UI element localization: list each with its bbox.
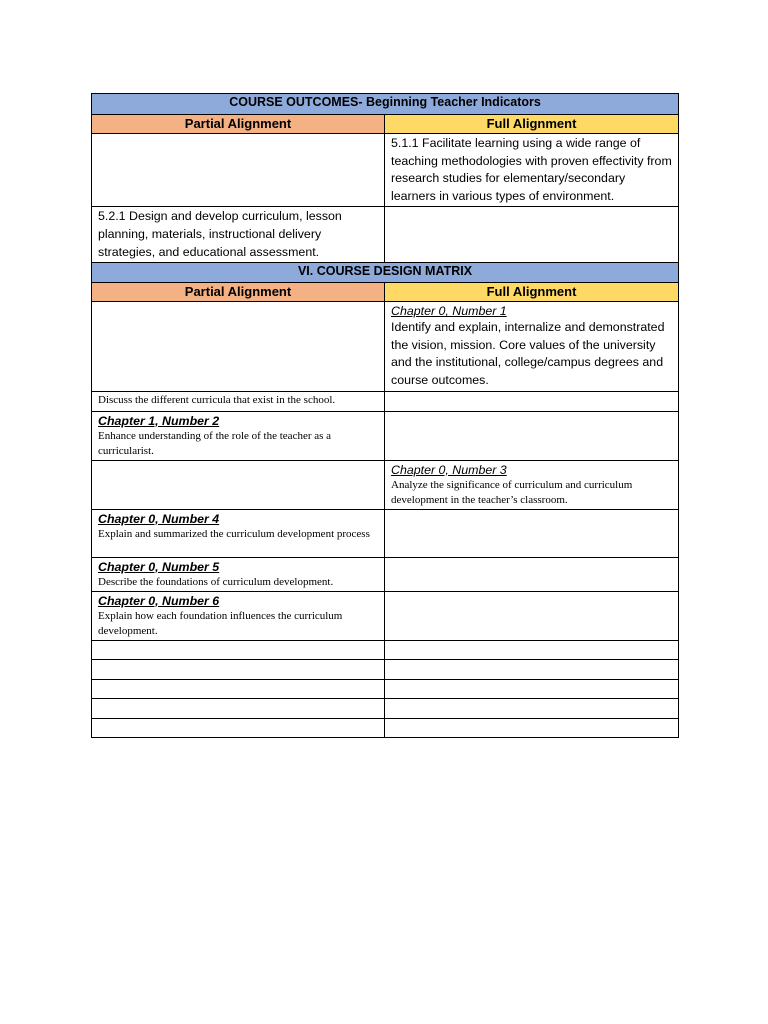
partial-cell [92, 679, 385, 698]
partial-cell [92, 302, 385, 391]
empty-row [92, 679, 679, 698]
partial-cell [92, 509, 385, 557]
partial-cell [92, 411, 385, 460]
outcome-text: Analyze the significance of curriculum and curriculum development in the teacher’s classroom. [391, 478, 633, 506]
partial-alignment-header: Partial Alignment [92, 115, 385, 134]
outcome-text: Explain and summarized the curriculum development process [98, 527, 370, 540]
alignment-table [91, 93, 679, 738]
full-alignment-header: Full Alignment [385, 283, 679, 302]
chapter-reference: Chapter 0, Number 5 [98, 559, 220, 574]
partial-alignment-header: Partial Alignment [92, 283, 385, 302]
full-cell [385, 509, 679, 557]
full-cell [385, 698, 679, 718]
partial-cell [92, 557, 385, 591]
outcome-text: Describe the foundations of curriculum development. [98, 575, 334, 588]
partial-cell [92, 134, 385, 207]
course-outcome-row [92, 134, 679, 207]
chapter-reference: Chapter 0, Number 4 [98, 511, 220, 526]
partial-cell: Discuss the different curricula that exist in the school. [92, 391, 385, 411]
outcome-text: Enhance understanding of the role of the teacher as a curricularist. [98, 429, 332, 457]
course-outcomes-header-row [92, 115, 679, 134]
matrix-row [92, 411, 679, 460]
course-outcomes-title: COURSE OUTCOMES- Beginning Teacher Indicators [92, 94, 679, 115]
partial-cell [92, 591, 385, 640]
partial-cell [92, 698, 385, 718]
full-cell [385, 207, 679, 263]
matrix-row [92, 509, 679, 557]
chapter-reference: Chapter 0, Number 1 [391, 304, 507, 319]
full-cell [385, 391, 679, 411]
chapter-reference: Chapter 1, Number 2 [98, 413, 220, 428]
full-cell [385, 718, 679, 737]
full-alignment-header: Full Alignment [385, 115, 679, 134]
empty-row [92, 718, 679, 737]
chapter-reference: Chapter 0, Number 3 [391, 462, 507, 477]
matrix-row [92, 591, 679, 640]
full-cell [385, 591, 679, 640]
outcome-text: Identify and explain, internalize and demonstrated the vision, mission. Core values of the university and the institutional, college/campus degrees and course outcomes. [391, 320, 665, 387]
chapter-reference: Chapter 0, Number 6 [98, 593, 220, 608]
design-matrix-header-row [92, 283, 679, 302]
matrix-row [92, 302, 679, 391]
empty-row [92, 698, 679, 718]
partial-cell [92, 640, 385, 659]
partial-cell [92, 460, 385, 509]
matrix-row [92, 391, 679, 411]
full-cell [385, 302, 679, 391]
matrix-row [92, 460, 679, 509]
course-outcome-row [92, 207, 679, 263]
empty-row [92, 659, 679, 679]
course-outcomes-title-row [92, 94, 679, 115]
outcome-text: Explain how each foundation influences the curriculum development. [98, 609, 343, 637]
matrix-row [92, 557, 679, 591]
full-cell [385, 557, 679, 591]
partial-cell [92, 659, 385, 679]
full-cell [385, 659, 679, 679]
design-matrix-title: VI. COURSE DESIGN MATRIX [92, 263, 679, 283]
full-cell [385, 679, 679, 698]
full-cell [385, 640, 679, 659]
partial-cell: 5.2.1 Design and develop curriculum, lesson planning, materials, instructional delivery strategies, and educational assessment. [92, 207, 385, 263]
full-cell [385, 411, 679, 460]
partial-cell [92, 718, 385, 737]
design-matrix-title-row [92, 263, 679, 283]
full-cell [385, 460, 679, 509]
empty-row [92, 640, 679, 659]
full-cell: 5.1.1 Facilitate learning using a wide range of teaching methodologies with proven effectivity from research studies for elementary/secondary learners in various types of environment. [385, 134, 679, 207]
